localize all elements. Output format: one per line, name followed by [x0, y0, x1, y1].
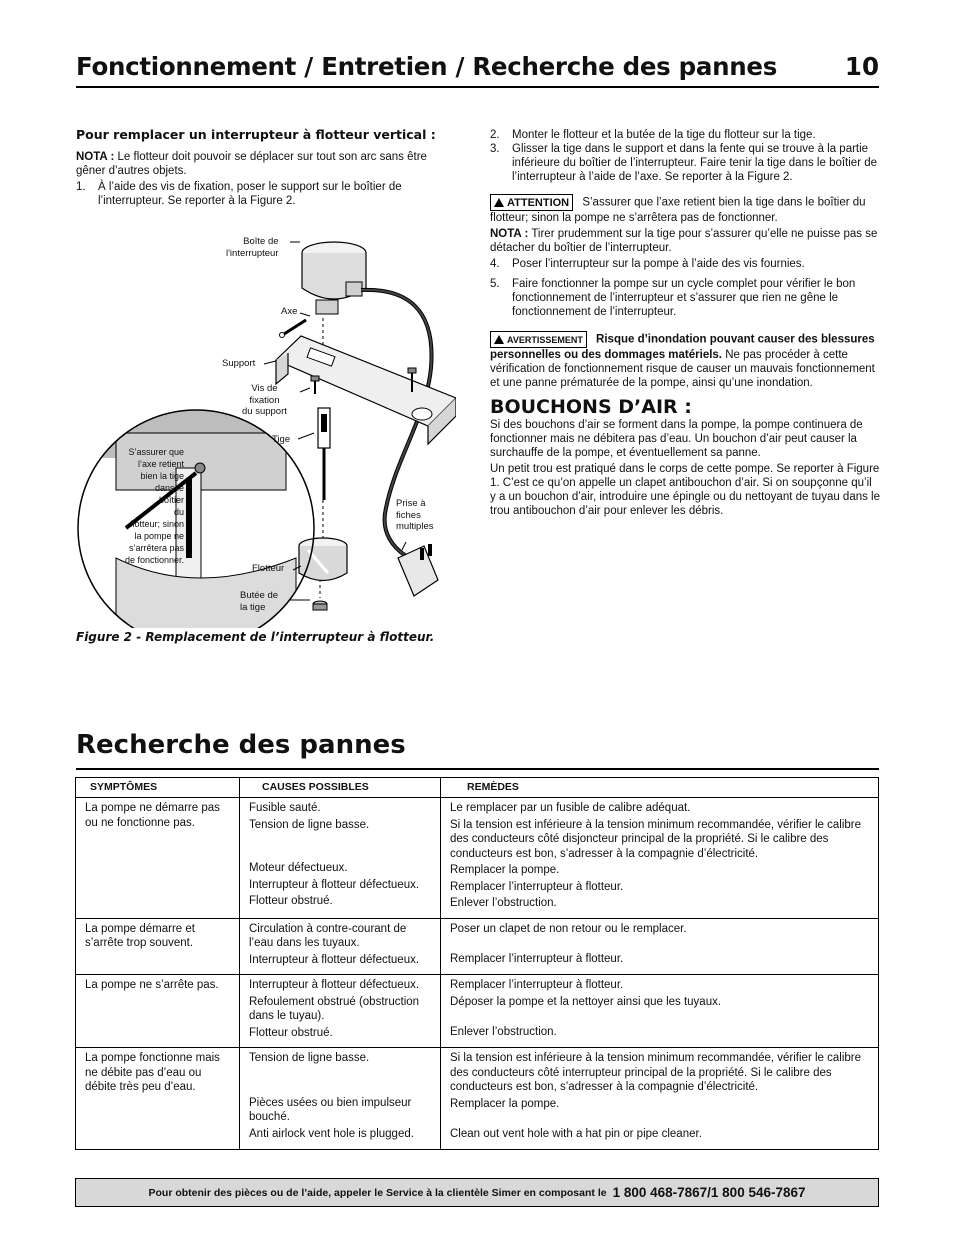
cause-item: Flotteur obstrué. — [249, 895, 333, 907]
step-text: Glisser la tige dans le support et dans la fente qui se trouve à la partie inférieure du boîtier de l’interrupteur. Faire tenir la tige dans le boîtier de l’interrupteur à l’aide de l’axe. Se reporter à la Figure 2. — [512, 143, 878, 183]
cause-item: Interrupteur à flotteur défectueux. — [249, 878, 420, 891]
table-row — [76, 975, 879, 1048]
cause-item: Tension de ligne basse. — [249, 1052, 370, 1064]
spacer — [450, 1113, 869, 1127]
right-column — [490, 128, 880, 520]
step-text: Poser l’interrupteur sur la pompe à l’aide des vis fournies. — [512, 258, 805, 270]
symptom-cell: La pompe ne s’arrête pas. — [76, 975, 240, 1048]
cause-item: Fusible sauté. — [249, 802, 321, 814]
column-header: SYMPTÔMES — [76, 778, 240, 798]
step-text: Monter le flotteur et la butée de la tige du flotteur sur la tige. — [512, 129, 816, 141]
avertissement-paragraph — [490, 331, 880, 390]
warning-icon — [494, 198, 504, 207]
remedy-item: Le remplacer par un fusible de calibre adéquat. — [450, 802, 691, 814]
air-heading: BOUCHONS D’AIR : — [490, 396, 692, 418]
nota-label: NOTA : — [76, 151, 115, 163]
label-boite: Boîte de l'interrupteur — [226, 236, 279, 259]
step-1 — [76, 180, 456, 208]
step-text: À l’aide des vis de fixation, poser le support sur le boîtier de l’interrupteur. Se reporter à la Figure 2. — [98, 181, 402, 207]
remedy-item: Remplacer l’interrupteur à flotteur. — [450, 953, 624, 965]
remedy-item: Remplacer l’interrupteur à flotteur. — [450, 979, 624, 991]
attention-text: S’assurer que l’axe retient bien la tige dans le boîtier du flotteur; sinon la pompe ne s’arrêtera pas de fonctionner. — [490, 196, 866, 224]
avertissement-label: AVERTISSEMENT — [507, 334, 583, 345]
spacer — [249, 834, 431, 861]
step-3 — [490, 142, 880, 184]
remedy-item: Remplacer la pompe. — [450, 864, 560, 876]
table-header-row — [76, 778, 879, 798]
section-subheading: Pour remplacer un interrupteur à flotteur vertical : — [76, 127, 436, 142]
spacer — [450, 938, 869, 952]
step-number: 4. — [490, 258, 500, 270]
remedy-item: Si la tension est inférieure à la tension minimum recommandée, vérifier le calibre des conducteurs côté disjoncteur principal de la propriété. Si le calibre des conducteurs est bon, s’adresser à la compagnie d’électricité. — [450, 818, 861, 860]
symptom-cell: La pompe ne démarre pas ou ne fonctionne pas. — [76, 798, 240, 919]
figure-caption: Figure 2 - Remplacement de l’interrupteur à flotteur. — [76, 630, 435, 644]
remedy-item: Enlever l’obstruction. — [450, 1026, 557, 1038]
footer-bar — [75, 1178, 879, 1207]
remedies-cell — [441, 798, 879, 919]
avertissement-bold: Risque d’inondation pouvant causer des blessures personnelles ou des dommages matériels. — [490, 333, 875, 361]
nota-paragraph — [490, 227, 880, 255]
spacer — [249, 1068, 431, 1096]
attention-label: ATTENTION — [507, 196, 570, 209]
nota-text: Le flotteur doit pouvoir se déplacer sur tout son arc sans être gêner d’autres objets. — [76, 151, 427, 177]
attention-badge — [490, 194, 573, 211]
label-flotteur: Flotteur — [252, 563, 285, 574]
causes-cell — [240, 975, 441, 1048]
footer-phone: 1 800 468-7867/1 800 546-7867 — [612, 1185, 806, 1200]
remedy-item: Enlever l’obstruction. — [450, 897, 557, 909]
label-axe: Axe — [281, 306, 298, 317]
label-vis: Vis de fixation du support — [242, 383, 287, 417]
troubleshooting-table — [75, 777, 879, 1150]
cause-item: Interrupteur à flotteur défectueux. — [249, 953, 420, 966]
remedy-item: Clean out vent hole with a hat pin or pipe cleaner. — [450, 1128, 702, 1140]
table-row — [76, 1048, 879, 1150]
cause-item: Pièces usées ou bien impulseur bouché. — [249, 1096, 412, 1123]
label-tige: Tige — [272, 434, 291, 445]
cause-item: Refoulement obstrué (obstruction dans le tuyau). — [249, 995, 420, 1022]
causes-cell — [240, 918, 441, 975]
page-header — [76, 52, 879, 88]
figure-2 — [76, 228, 456, 628]
nota-label: NOTA : — [490, 228, 529, 240]
air-paragraph-2: Un petit trou est pratiqué dans le corps de cette pompe. Se reporter à Figure 1. C’est ce qu’on appelle un clapet antibouchon d’air. Si on soupçonne qu’il y a un bouchon d’air, introduire une épingle ou du nettoyant de tuyau dans le trou antibouchon d’air pour enlever les débris. — [490, 463, 881, 517]
nota-text: Tirer prudemment sur la tige pour s’assurer qu’elle ne puisse pas se détacher du boîtier de l’interrupteur. — [490, 228, 878, 254]
column-header: CAUSES POSSIBLES — [240, 778, 441, 798]
remedies-cell — [441, 975, 879, 1048]
causes-cell — [240, 1048, 441, 1150]
remedy-item: Déposer la pompe et la nettoyer ainsi que les tuyaux. — [450, 995, 722, 1008]
page-number: 10 — [844, 52, 879, 81]
remedies-cell — [441, 918, 879, 975]
remedy-item: Remplacer l’interrupteur à flotteur. — [450, 880, 624, 893]
step-number: 5. — [490, 278, 500, 290]
troubleshooting-title: Recherche des pannes — [76, 730, 879, 770]
table-row — [76, 918, 879, 975]
remedy-item: Remplacer la pompe. — [450, 1097, 560, 1110]
step-5 — [490, 277, 880, 319]
cause-item: Anti airlock vent hole is plugged. — [249, 1127, 414, 1140]
label-support: Support — [222, 358, 256, 369]
cause-item: Interrupteur à flotteur défectueux. — [249, 979, 420, 991]
causes-cell — [240, 798, 441, 919]
step-2 — [490, 128, 880, 142]
spacer — [450, 1011, 869, 1025]
label-assurer: S’assurer que l’axe retient bien la tige dans le boîtier du flotteur; sinon la pompe ne s’arrêtera pas de fonctionner. — [124, 447, 184, 565]
remedies-cell — [441, 1048, 879, 1150]
symptom-cell: La pompe fonctionne mais ne débite pas d’eau ou débite très peu d’eau. — [76, 1048, 240, 1150]
attention-paragraph — [490, 194, 880, 225]
step-number: 2. — [490, 129, 500, 141]
cause-item: Flotteur obstrué. — [249, 1026, 333, 1039]
page-title: Fonctionnement / Entretien / Recherche des pannes — [76, 52, 778, 81]
cause-item: Moteur défectueux. — [249, 862, 348, 874]
nota-paragraph — [76, 150, 456, 178]
remedy-item: Si la tension est inférieure à la tension minimum recommandée, vérifier le calibre des conducteurs côté interrupteur principal de la propriété. Si le calibre des conducteurs est bon, s’adresser à la compagnie d’électricité. — [450, 1052, 861, 1093]
table-row — [76, 798, 879, 919]
label-prise: Prise à fiches multiples — [396, 498, 434, 532]
remedy-item: Poser un clapet de non retour ou le remplacer. — [450, 922, 687, 935]
step-4 — [490, 257, 880, 271]
avertissement-text: Ne pas procéder à cette vérification de fonctionnement risque de causer un mauvais fonctionnement et une panne prématurée de la pompe, ainsi qu’une inondation. — [490, 349, 875, 389]
column-header: REMÈDES — [441, 778, 879, 798]
warning-icon — [494, 335, 504, 344]
symptom-cell: La pompe démarre et s’arrête trop souvent. — [76, 918, 240, 975]
step-number: 1. — [76, 181, 86, 193]
label-butee: Butée de la tige — [240, 590, 279, 613]
footer-text: Pour obtenir des pièces ou de l’aide, appeler le Service à la clientèle Simer en composant le — [148, 1186, 607, 1199]
air-paragraph-1: Si des bouchons d’air se forment dans la pompe, la pompe continuera de fonctionner mais ne débitera pas d’eau. Un bouchon d’air peut causer la surchauffe de la pompe, et éventuellement sa panne. — [490, 419, 863, 459]
cause-item: Tension de ligne basse. — [249, 818, 370, 831]
step-text: Faire fonctionner la pompe sur un cycle complet pour vérifier le bon fonctionnement de l’interrupteur et s’assurer que rien ne gêne le fonctionnement de l’interrupteur. — [512, 278, 856, 318]
step-number: 3. — [490, 143, 500, 155]
cause-item: Circulation à contre-courant de l’eau dans les tuyaux. — [249, 922, 407, 949]
left-column — [76, 128, 456, 208]
avertissement-badge — [490, 331, 587, 348]
